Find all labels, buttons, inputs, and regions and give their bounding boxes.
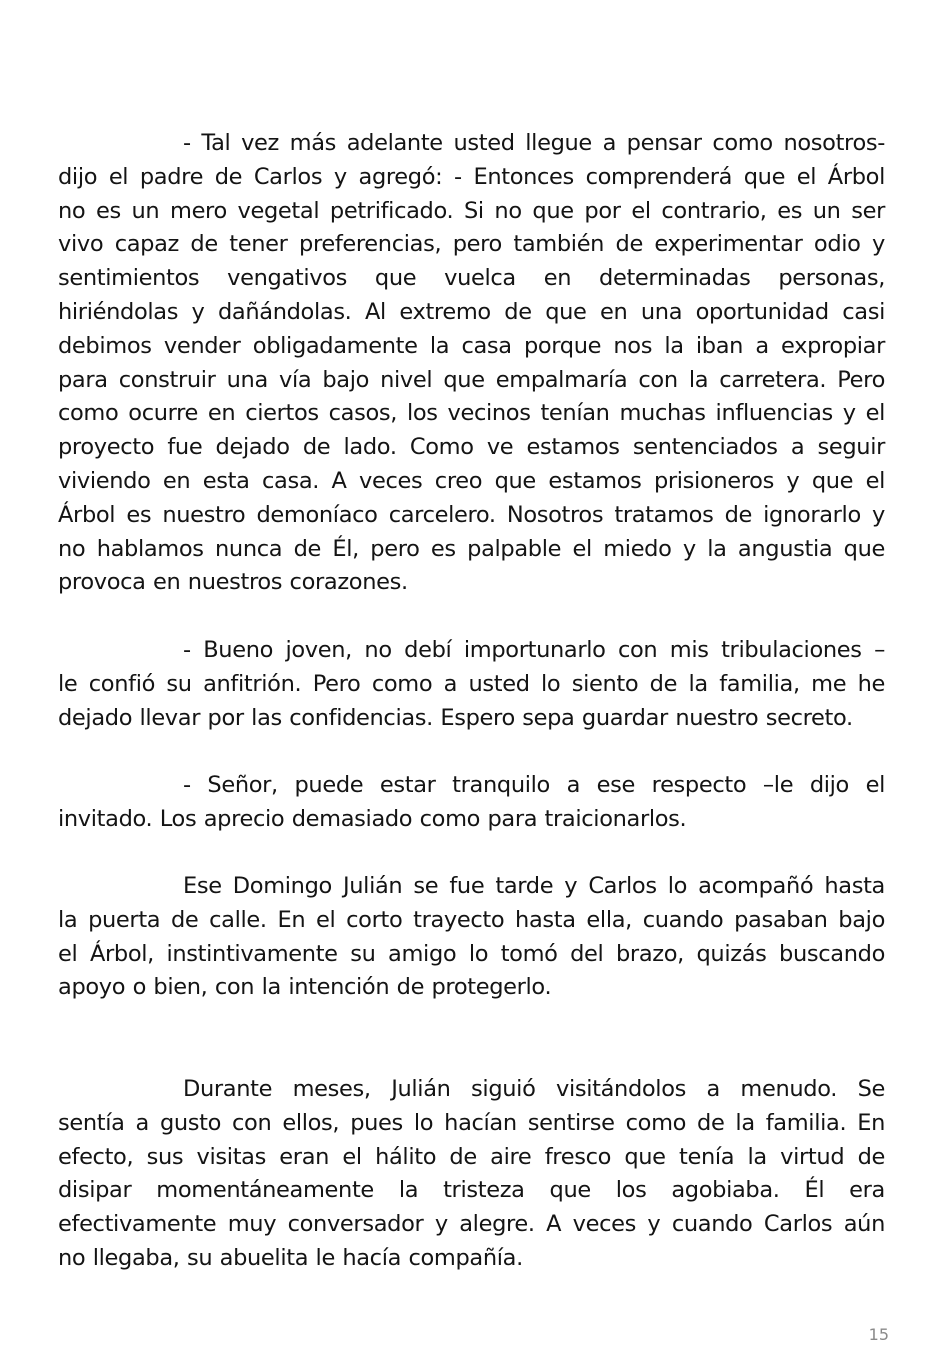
paragraph-line: el Árbol, instintivamente su amigo lo tomó del brazo, quizás buscando bbox=[58, 940, 885, 967]
paragraph-line: Durante meses, Julián siguió visitándolos a menudo. Se bbox=[183, 1076, 885, 1102]
paragraph-line: - Señor, puede estar tranquilo a ese respecto –le dijo el bbox=[183, 772, 885, 798]
paragraph-line: hiriéndolas y dañándolas. Al extremo de que en una oportunidad casi bbox=[58, 298, 885, 325]
paragraph-line: - Bueno joven, no debí importunarlo con mis tribulaciones – bbox=[183, 637, 885, 663]
paragraph-line: vivo capaz de tener preferencias, pero también de experimentar odio y bbox=[58, 231, 885, 258]
paragraph-line: le confió su anfitrión. Pero como a usted lo siento de la familia, me he bbox=[58, 670, 885, 697]
paragraph-line: no hablamos nunca de Él, pero es palpable el miedo y la angustia que bbox=[58, 535, 885, 562]
paragraph-line: sentía a gusto con ellos, pues lo hacían sentirse como de la familia. En bbox=[58, 1109, 885, 1136]
paragraph-line: debimos vender obligadamente la casa porque nos la iban a expropiar bbox=[58, 332, 885, 359]
paragraph-line: sentimientos vengativos que vuelca en determinadas personas, bbox=[58, 265, 885, 292]
paragraph-line: no llegaba, su abuelita le hacía compañía. bbox=[58, 1244, 523, 1271]
paragraph-line: dijo el padre de Carlos y agregó: - Entonces comprenderá que el Árbol bbox=[58, 163, 885, 190]
paragraph-line: disipar momentáneamente la tristeza que los agobiaba. Él era bbox=[58, 1177, 885, 1204]
paragraph-line: Ese Domingo Julián se fue tarde y Carlos lo acompañó hasta bbox=[183, 873, 885, 899]
paragraph-line: como ocurre en ciertos casos, los vecinos tenían muchas influencias y el bbox=[58, 400, 885, 427]
paragraph-line: provoca en nuestros corazones. bbox=[58, 569, 408, 596]
paragraph-line: - Tal vez más adelante usted llegue a pensar como nosotros- bbox=[183, 130, 885, 156]
paragraph-line: la puerta de calle. En el corto trayecto hasta ella, cuando pasaban bajo bbox=[58, 906, 885, 933]
paragraph-line: efecto, sus visitas eran el hálito de aire fresco que tenía la virtud de bbox=[58, 1143, 885, 1170]
paragraph-line: no es un mero vegetal petrificado. Si no que por el contrario, es un ser bbox=[58, 197, 885, 224]
paragraph-line: apoyo o bien, con la intención de protegerlo. bbox=[58, 974, 552, 1001]
paragraph-line: proyecto fue dejado de lado. Como ve estamos sentenciados a seguir bbox=[58, 434, 885, 461]
paragraph-2 bbox=[58, 634, 885, 735]
paragraph-line: dejado llevar por las confidencias. Espero sepa guardar nuestro secreto. bbox=[58, 704, 853, 731]
paragraph-line: invitado. Los aprecio demasiado como para traicionarlos. bbox=[58, 805, 687, 832]
paragraph-line: viviendo en esta casa. A veces creo que estamos prisioneros y que el bbox=[58, 467, 885, 494]
paragraph-line: Árbol es nuestro demoníaco carcelero. Nosotros tratamos de ignorarlo y bbox=[58, 501, 885, 528]
page-number: 15 bbox=[868, 1325, 889, 1344]
paragraph-4 bbox=[58, 870, 885, 1005]
paragraph-line: para construir una vía bajo nivel que empalmaría con la carretera. Pero bbox=[58, 366, 885, 393]
paragraph-1 bbox=[58, 127, 885, 600]
paragraph-3 bbox=[58, 769, 885, 837]
paragraph-line: efectivamente muy conversador y alegre. A veces y cuando Carlos aún bbox=[58, 1211, 885, 1238]
paragraph-5 bbox=[58, 1073, 885, 1276]
